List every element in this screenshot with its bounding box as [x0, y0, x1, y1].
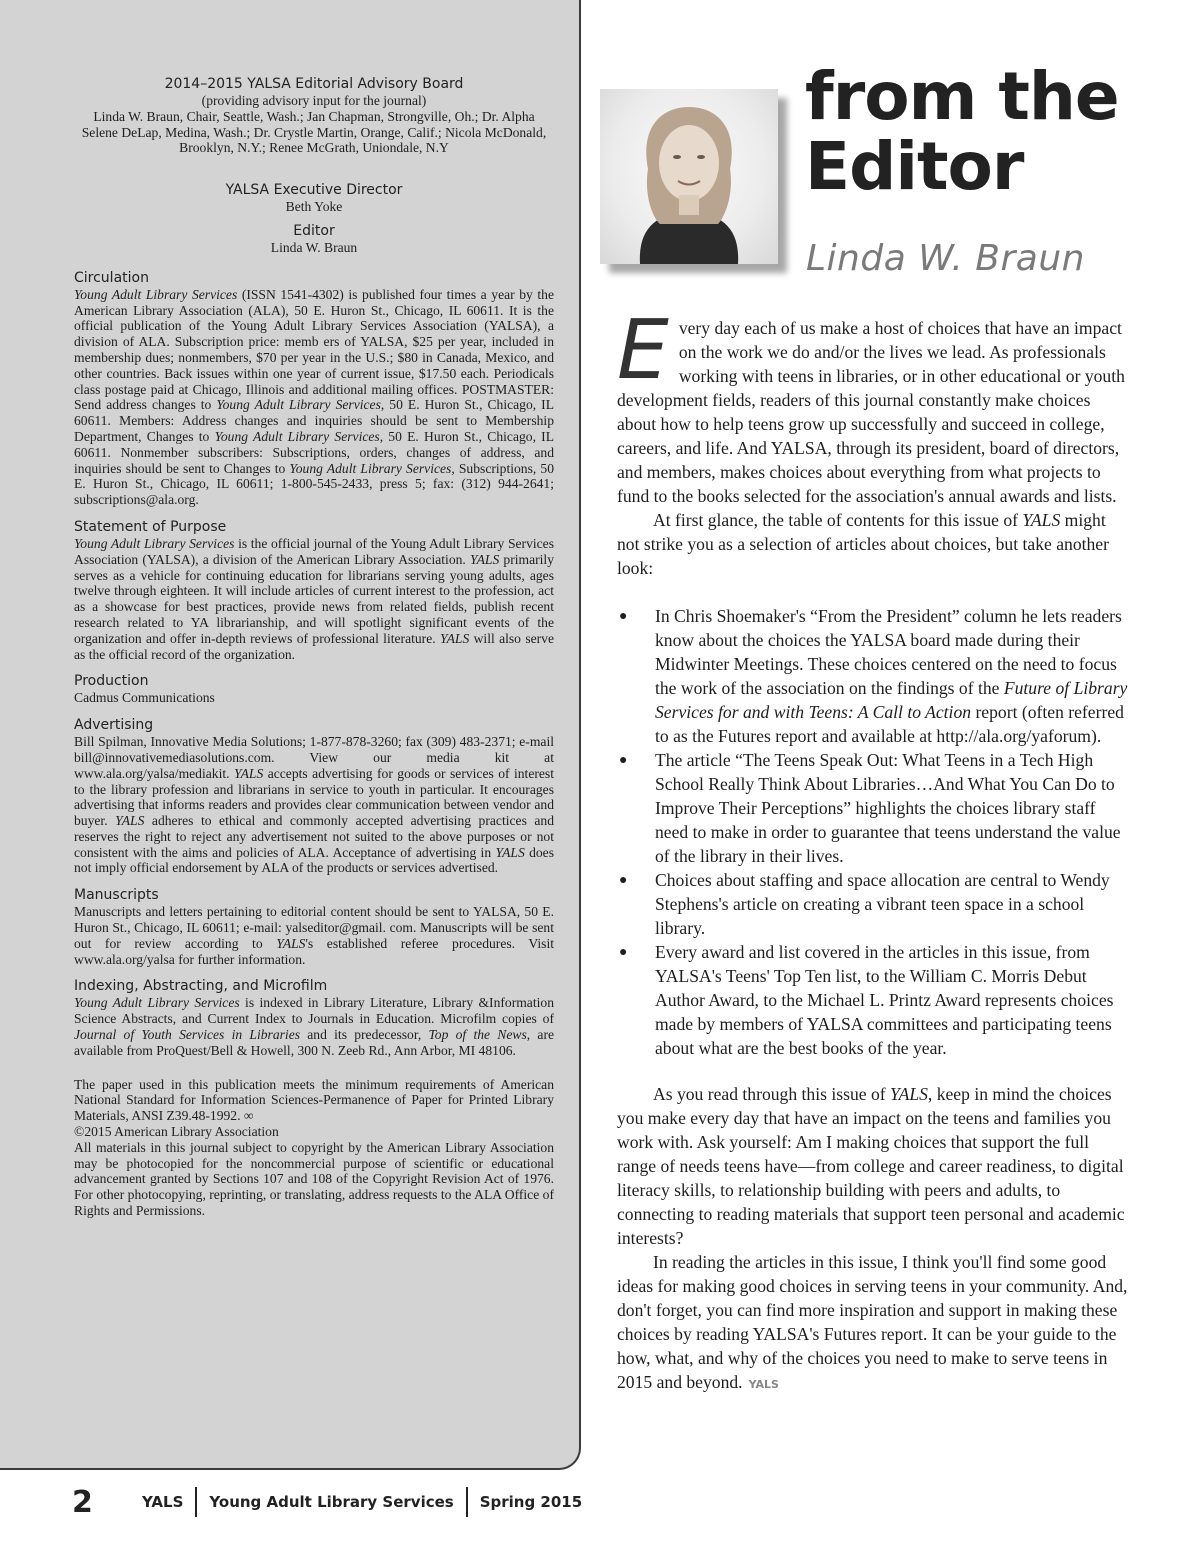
- editor-portrait-image: [600, 89, 778, 264]
- circulation-section: [74, 270, 554, 508]
- production-heading: Production: [74, 673, 149, 690]
- author-byline: Linda W. Braun: [806, 238, 1085, 279]
- advisory-board-members: Linda W. Braun, Chair, Seattle, Wash.; Jan Chapman, Strongville, Oh.; Dr. Alpha Selene DeLap, Medina, Wash.; Dr. Crystle Martin, Orange, Calif.; Nicola McDonald, Brooklyn, N.Y.; Renee McGrath, Uniondale, N.Y: [81, 108, 547, 156]
- footer-divider: [466, 1487, 468, 1517]
- legal-section: [74, 1077, 554, 1219]
- page-number: 2: [72, 1484, 93, 1520]
- indexing-text: Young Adult Library Services is indexed in Library Literature, Library &Information Science Abstracts, and Current Index to Journals in Education. Microfilm copies of Journal of Youth Services in Libraries and its predecessor, Top of the News, are available from ProQuest/Bell & Howell, 300 N. Zeeb Rd., Ann Arbor, MI 48106.: [74, 995, 554, 1058]
- executive-director-heading: YALSA Executive Director: [225, 182, 403, 199]
- issue-label: Spring 2015: [479, 1493, 583, 1511]
- masthead-content: [74, 76, 554, 1230]
- choices-list: [617, 604, 1129, 1060]
- manuscripts-section: [74, 887, 554, 967]
- article-paragraph-3: As you read through this issue of YALS, keep in mind the choices you make every day that have an impact on the teens and families you work with. Ask yourself: Am I making choices that support the full range of needs teens have—from college and career readiness, to digital literacy skills, to relationship building with peers and adults, to connecting to reading materials that support teen personal and academic interests?: [617, 1084, 1125, 1248]
- page-footer: [72, 1486, 582, 1518]
- advisory-board-heading: 2014–2015 YALSA Editorial Advisory Board: [164, 76, 464, 92]
- executive-director-name: Beth Yoke: [285, 199, 343, 215]
- footer-divider: [195, 1487, 197, 1517]
- purpose-heading: Statement of Purpose: [74, 518, 227, 535]
- masthead-sidebar: [0, 0, 581, 1470]
- rights-text: All materials in this journal subject to copyright by the American Library Association may be photocopied for the noncommercial purpose of scientific or educational advancement granted by Sections 107 and 108 of the Copyright Revision Act of 1976. For other photocopying, reprinting, or translating, address requests to the ALA Office of Rights and Permissions.: [74, 1139, 554, 1219]
- page-title: [805, 58, 1119, 205]
- manuscripts-text: Manuscripts and letters pertaining to editorial content should be sent to YALSA, 50 E. Huron St., Chicago, IL 60611; e-mail: yalseditor@gmail. com. Manuscripts will be sent out for review according to YALS's established referee procedures. Visit www.ala.org/yalsa for further information.: [74, 904, 554, 967]
- advisory-board-note: (providing advisory input for the journal): [201, 93, 427, 108]
- list-item: ● Choices about staffing and space allocation are central to Wendy Stephens's article on creating a vibrant teen space in a school library.: [617, 868, 1129, 940]
- title-line-1: from the: [805, 58, 1119, 135]
- advertising-heading: Advertising: [74, 717, 154, 734]
- article-paragraph-4: In reading the articles in this issue, I think you'll find some good ideas for making good choices in serving teens in your community. And, don't forget, you can find more inspiration and support in making these choices by reading YALSA's Futures report. It can be your guide to the how, what, and why of the choices you need to make to serve teens in 2015 and beyond. YALS: [617, 1252, 1128, 1392]
- purpose-text: Young Adult Library Services is the official journal of the Young Adult Library Services Association (YALSA), a division of the American Library Association. YALS primarily serves as a vehicle for continuing education for librarians serving young adults, ages twelve through eighteen. It will include articles of current interest to the profession, act as a showcase for best practices, provide news from related fields, publish recent research related to YA librarianship, and will spotlight significant events of the organization and offer in-depth reviews of professional literature. YALS will also serve as the official record of the organization.: [74, 535, 555, 662]
- production-text: Cadmus Communications: [74, 690, 215, 706]
- drop-cap: E: [617, 303, 669, 398]
- advisory-board-block: [74, 76, 554, 156]
- production-section: [74, 673, 554, 706]
- editor-block: [74, 223, 554, 256]
- article-paragraph-1: Every day each of us make a host of choices that have an impact on the work we do and/or the lives we lead. As professionals working with teens in libraries, or in other educational or youth development fields, readers of this journal constantly make choices about how to help teens grow up successfully and succeed in college, careers, and life. And YALSA, through its president, board of directors, and members, makes choices about everything from what projects to fund to the books selected for the association's annual awards and lists.: [617, 303, 1125, 506]
- end-mark: YALS: [748, 1378, 779, 1391]
- indexing-section: [74, 978, 554, 1058]
- executive-director-block: [74, 182, 554, 215]
- list-item: ● The article “The Teens Speak Out: What Teens in a Tech High School Really Think About Libraries…And What You Can Do to Improve Their Perceptions” highlights the choices library staff need to make in order to guarantee that teens understand the value of the library in their lives.: [617, 748, 1129, 868]
- copyright-line: ©2015 American Library Association: [74, 1124, 279, 1140]
- editor-heading: Editor: [293, 222, 335, 239]
- editorial-article: [617, 303, 1129, 1397]
- paper-note: The paper used in this publication meets the minimum requirements of American National Standard for Information Sciences-Permanence of Paper for Printed Library Materials, ANSI Z39.48-1992. ∞: [74, 1076, 554, 1124]
- editor-photo: [600, 89, 778, 264]
- journal-name: Young Adult Library Services: [209, 1493, 454, 1511]
- list-item: ● In Chris Shoemaker's “From the President” column he lets readers know about the choices the YALSA board made during their Midwinter Meetings. These choices centered on the need to focus the work of the association on the findings of the Future of Library Services for and with Teens: A Call to Action report (often referred to as the Futures report and available at http://ala.org/yaforum).: [617, 604, 1129, 748]
- article-paragraph-2: At first glance, the table of contents for this issue of YALS might not strike you as a selection of articles about choices, but take another look:: [617, 510, 1109, 578]
- circulation-text: Young Adult Library Services (ISSN 1541-4302) is published four times a year by the American Library Association (ALA), 50 E. Huron St., Chicago, IL 60611. It is the official publication of the Young Adult Library Services Association (YALSA), a division of ALA. Subscription price: memb ers of YALSA, $25 per year, included in membership dues; nonmembers, $70 per year in the U.S.; $80 in Canada, Mexico, and other countries. Back issues within one year of current issue, $17.50 each. Periodicals class postage paid at Chicago, Illinois and additional mailing offices. POSTMASTER: Send address changes to Young Adult Library Services, 50 E. Huron St., Chicago, IL 60611. Members: Address changes and inquiries should be sent to Membership Department, Changes to Young Adult Library Services, 50 E. Huron St., Chicago, IL 60611. Nonmember subscribers: Subscriptions, orders, changes of address, and inquiries should be sent to Changes to Young Adult Library Services, Subscriptions, 50 E. Huron St., Chicago, IL 60611; 1-800-545-2433, press 5; fax: (312) 944-2641; subscriptions@ala.org.: [74, 286, 555, 508]
- purpose-section: [74, 519, 554, 662]
- journal-abbreviation: YALS: [142, 1493, 184, 1511]
- advertising-section: [74, 717, 554, 876]
- list-item: ● Every award and list covered in the articles in this issue, from YALSA's Teens' Top Ten list, to the William C. Morris Debut Author Award, to the Michael L. Printz Award represents choices made by members of YALSA committees and participating teens about what are the best books of the year.: [617, 940, 1129, 1060]
- title-line-2: Editor: [805, 128, 1024, 205]
- manuscripts-heading: Manuscripts: [74, 887, 159, 904]
- advertising-text: Bill Spilman, Innovative Media Solutions; 1-877-878-3260; fax (309) 483-2371; e-mail bill@innovativemediasolutions.com. View our media kit at www.ala.org/yalsa/mediakit. YALS accepts advertising for goods or services of interest to the library profession and librarians in service to youth in particular. It encourages advertising that informs readers and provides clear communication between vendor and buyer. YALS adheres to ethical and commonly accepted advertising practices and reserves the right to reject any advertisement not suited to the above purposes or not consistent with the aims and policies of ALA. Acceptance of advertising in YALS does not imply official endorsement by ALA of the products or services advertised.: [74, 734, 555, 876]
- circulation-heading: Circulation: [74, 269, 149, 286]
- editor-name: Linda W. Braun: [270, 239, 358, 255]
- indexing-heading: Indexing, Abstracting, and Microfilm: [74, 978, 328, 995]
